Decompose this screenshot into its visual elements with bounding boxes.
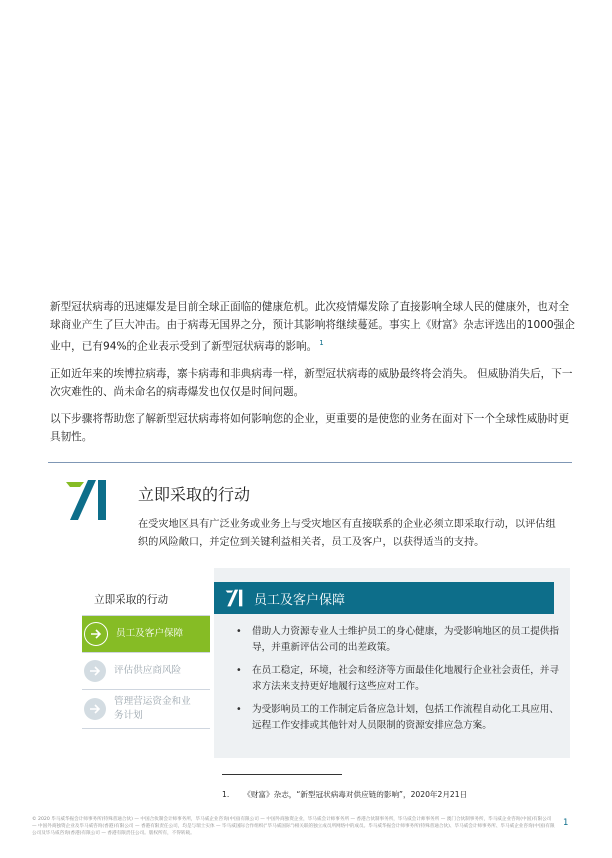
intro-paragraph-2: 正如近年来的埃博拉病毒，寨卡病毒和非典病毒一样，新型冠状病毒的威胁最终将会消失。 但威胁消失后，下一次灾难性的、尚未命名的病毒爆发也仅仅是时间问题。 (50, 367, 573, 398)
section-title: 立即采取的行动 (138, 485, 251, 504)
arrow-right-icon (84, 660, 106, 682)
intro-paragraph-3: 以下步骤将帮助您了解新型冠状病毒将如何影响您的企业，更重要的是使您的业务在面对下一个全球性威胁时更具韧性。 (50, 412, 570, 443)
content-panel (214, 568, 570, 758)
sidebar-divider (82, 728, 210, 729)
sidebar-nav (82, 586, 210, 729)
intro-text (50, 298, 576, 455)
sidebar-item-supplier-risk[interactable] (82, 653, 210, 689)
sidebar-item-employee-protection[interactable] (82, 616, 210, 652)
sidebar-item-label: 员工及客户保障 (116, 628, 184, 639)
intro-paragraph-1: 新型冠状病毒的迅速爆发是目前全球正面临的健康危机。此次疫情爆发除了直接影响全球人民的健康外，也对全球商业产生了巨大冲击。由于病毒无国界之分，预计其影响将继续蔓延。事实上《财富》杂志评选出的1000强企业中，已有94%的企业表示受到了新型冠状病毒的影响。 $^1$ (50, 301, 575, 353)
arrow-right-icon (84, 698, 106, 720)
arrow-right-icon (84, 622, 108, 646)
legal-notice: © 2020 毕马威华振会计师事务所(特殊普通合伙) — 中国合伙制会计师事务所，毕马威企业咨询(中国)有限公司 — 中国外商独资企业，毕马威会计师事务所 — 香港合伙制事务所，毕马威会计师事务所 — 澳门合伙制事务所，毕马威企业咨询(中国)有限公司 — 中国外商独资企业及毕马威咨询(香港)有限公司 — 香港有限责任公司，均是与瑞士实体 — 毕马威国际合作组织(“毕马威国际”)相关联的独立成员所网络中的成员。毕马威华振会计师事务所(特殊普通合伙)、毕马威会计师事务所、毕马威企业咨询(中国)有限公司及毕马威咨询(香港)有限公司 — 香港有限责任公司。版权所有，不得转载。 (32, 817, 555, 836)
footnote-divider (222, 774, 342, 775)
sidebar-heading: 立即采取的行动 (94, 594, 169, 606)
section-divider (48, 462, 572, 463)
footnote-ref[interactable]: 1 (319, 339, 324, 347)
list-item: • 在员工稳定，环境，社会和经济等方面最佳化地履行企业社会责任，并寻求方法来支持更好地履行这些应对工作。 (232, 663, 562, 695)
panel-header (214, 582, 554, 614)
arrow-logo-icon (62, 476, 110, 524)
footnote-text: 《财富》杂志，“新型冠状病毒对供应链的影响”，2020年2月21日 (243, 790, 468, 799)
sidebar-item-label: 管理营运资金和业务计划 (114, 696, 191, 721)
sidebar-item-label: 评估供应商风险 (114, 665, 182, 676)
section-description: 在受灾地区具有广泛业务或业务上与受灾地区有直接联系的企业必须立即采取行动，以评估组织的风险敞口，并定位到关键利益相关者，员工及客户，以获得适当的支持。 (138, 519, 556, 548)
list-item: • 为受影响员工的工作制定后备应急计划，包括工作流程自动化工具应用、远程工作安排或其他针对人员限制的资源安排应急方案。 (232, 702, 562, 734)
list-item: • 借助人力资源专业人士维护员工的身心健康，为受影响地区的员工提供指导，并重新评估公司的出差政策。 (232, 624, 562, 656)
page-number: 1 (563, 818, 569, 828)
footnote-number: 1. (222, 790, 230, 799)
bullet-list (232, 624, 562, 741)
footnote (222, 789, 467, 800)
arrow-logo-icon (224, 588, 244, 608)
sidebar-item-working-capital[interactable] (82, 690, 210, 728)
panel-title: 员工及客户保障 (254, 592, 346, 608)
